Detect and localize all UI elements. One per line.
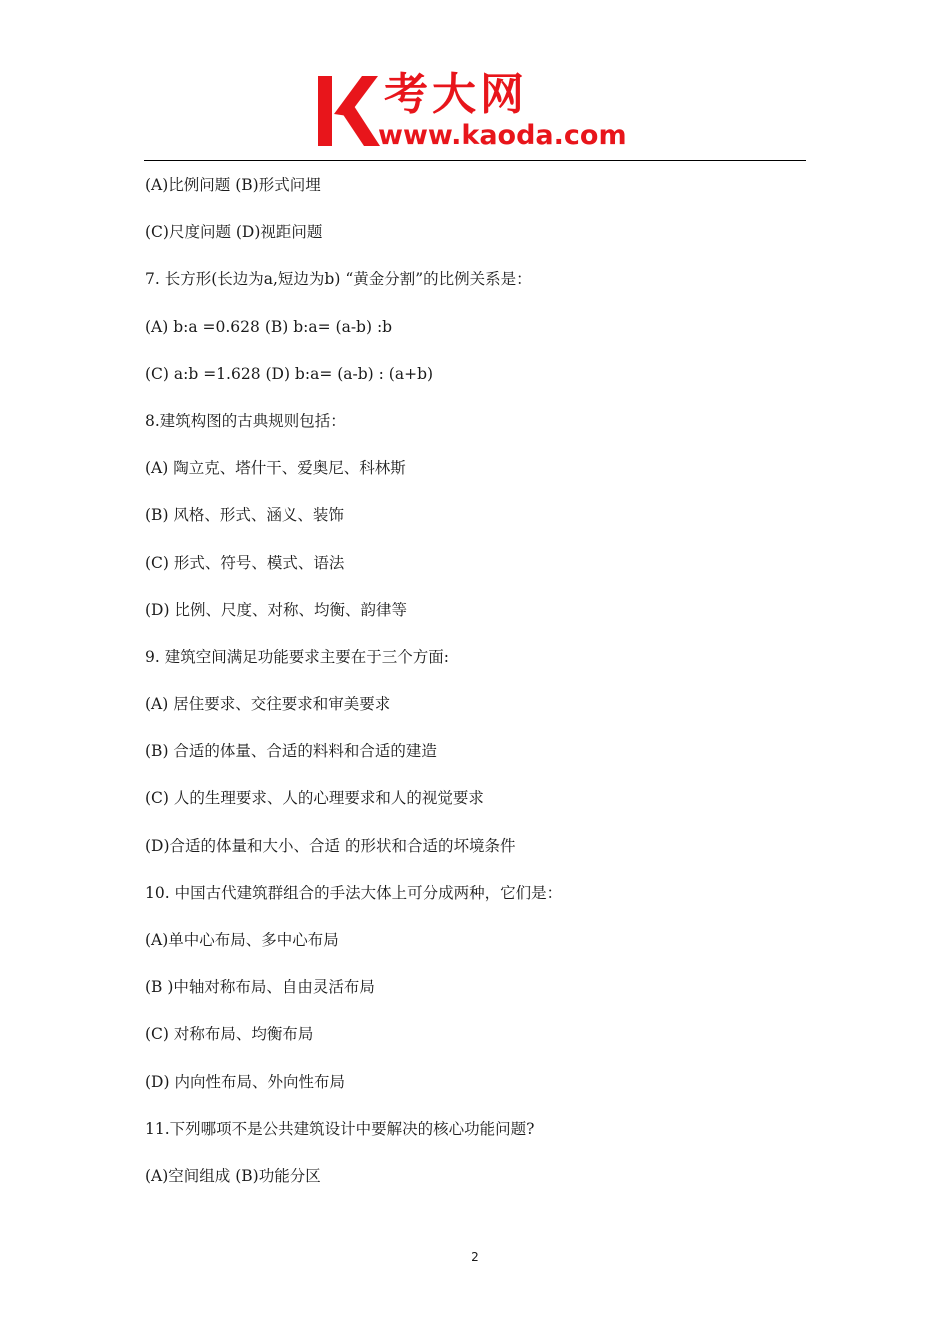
text-line: (C) 对称布局、均衡布局: [145, 1025, 314, 1044]
logo-chinese-name: 考大网: [384, 69, 528, 120]
text-line: (D)合适的体量和大小、合适 的形状和合适的坏境条件: [145, 836, 516, 855]
page-number: 2: [471, 1250, 479, 1264]
text-line: (A)单中心布局、多中心布局: [145, 931, 339, 949]
text-line: (D) 内向性布局、外向性布局: [145, 1072, 345, 1091]
text-line: (B )中轴对称布局、自由灵活布局: [145, 978, 375, 997]
header-divider: [144, 160, 806, 161]
question-9: 9. 建筑空间满足功能要求主要在于三个方面:: [145, 647, 449, 666]
text-line: (C)尺度问题 (D)视距问题: [145, 223, 323, 242]
text-line: (B) 风格、形式、涵义、装饰: [145, 506, 344, 525]
question-10: 10. 中国古代建筑群组合的手法大体上可分成两种，它们是：: [145, 883, 563, 902]
text-line: (A) 居住要求、交往要求和审美要求: [145, 695, 391, 714]
logo-k-mark-icon: [318, 76, 380, 146]
logo-url: www.kaoda.com: [378, 120, 627, 151]
text-line: (C) 形式、符号、模式、语法: [145, 553, 345, 572]
kaoda-logo: [318, 70, 638, 152]
text-line: (D) 比例、尺度、对称、均衡、韵律等: [145, 600, 407, 619]
text-line: (A) b:a =0.628 (B) b:a= (a-b) :b: [145, 317, 393, 336]
question-8: 8.建筑构图的古典规则包括：: [145, 411, 346, 430]
question-list: [145, 172, 805, 1210]
text-line: (A)空间组成 (B)功能分区: [145, 1166, 321, 1185]
text-line: (A) 陶立克、塔什干、爱奥尼、科林斯: [145, 459, 406, 478]
question-11: 11.下列哪项不是公共建筑设计中要解决的核心功能问题?: [145, 1119, 535, 1138]
question-7: 7. 长方形(长边为a,短边为b) “黄金分割”的比例关系是：: [145, 270, 532, 289]
text-line: (C) a:b =1.628 (D) b:a= (a-b) : (a+b): [145, 364, 434, 383]
text-line: (A)比例问题 (B)形式问埋: [145, 176, 321, 194]
text-line: (B) 合适的体量、合适的料料和合适的建造: [145, 742, 437, 761]
text-line: (C) 人的生理要求、人的心理要求和人的视觉要求: [145, 789, 484, 808]
